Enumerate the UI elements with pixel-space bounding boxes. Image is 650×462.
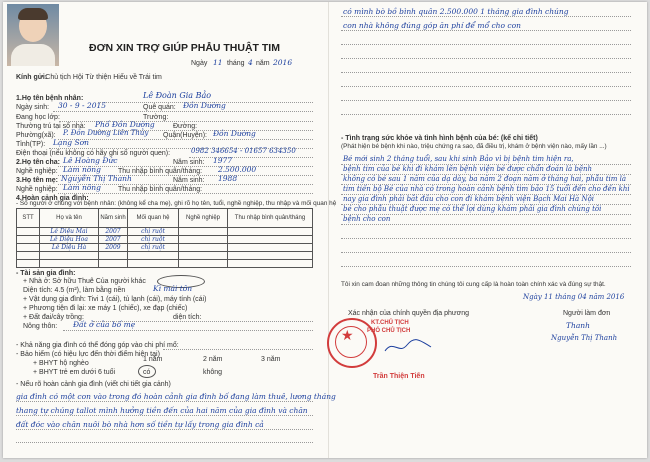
table-cell — [179, 244, 228, 252]
table-cell — [17, 236, 40, 244]
family-note: - Số người ở chung với bệnh nhân: (không kể cha mẹ), ghi rõ họ tên, tuổi, nghề nghiệp, thu nhập và mối quan hệ — [16, 200, 337, 207]
table-cell: Lê Diệu Hà — [40, 244, 99, 252]
bhyt-label: + BHYT hộ nghèo — [33, 360, 89, 367]
column-header: Năm sinh — [99, 209, 128, 228]
has-option: có — [143, 369, 151, 376]
column-header: Họ và tên — [40, 209, 99, 228]
school-name-label: Trường: — [143, 114, 169, 121]
table-cell — [99, 260, 128, 268]
table-cell — [179, 260, 228, 268]
father-section: 2.Họ tên cha: — [16, 159, 60, 166]
table-cell — [179, 228, 228, 236]
table-cell — [128, 252, 179, 260]
address-label: Thường trú tại số nhà: — [16, 123, 86, 130]
applicant-signature: Thanh — [566, 321, 590, 330]
table-cell: 2007 — [99, 228, 128, 236]
mother-section: 3.Họ tên mẹ: — [16, 177, 59, 184]
condition-line: không có bé sau 1 năm của dạ dày, ba năm 2 đoạn năm ở tháng hai, phẫu tim là — [343, 175, 627, 183]
story-line: gia đình có một con vào trong đó hoàn cảnh gia đình bố đang làm thuê, lương tháng — [16, 392, 336, 401]
table-cell: chị ruột — [128, 236, 179, 244]
father-job-label: Nghề nghiệp: — [16, 168, 58, 175]
table-cell: Lê Diệu Hoa — [40, 236, 99, 244]
mother-birth-label: Năm sinh: — [173, 177, 205, 184]
father-birth-label: Năm sinh: — [173, 159, 205, 166]
column-header: Nghề nghiệp — [179, 209, 228, 228]
table-cell: chị ruột — [128, 244, 179, 252]
table-cell — [179, 252, 228, 260]
table-row — [17, 236, 313, 244]
father-name: Lê Hoàng Đức — [63, 156, 118, 165]
table-cell — [40, 252, 99, 260]
table-cell — [17, 260, 40, 268]
assets-area-material: Kì mái tôn — [153, 284, 193, 293]
patient-section: 1.Họ tên bệnh nhân: — [16, 95, 84, 102]
father-income: 2.500.000 — [218, 165, 257, 174]
condition-line: bé cho phẫu thuật được mẹ có thể lợi dùng khám phải gia đình chúng tôi — [343, 205, 602, 213]
date-month-label: tháng — [227, 60, 245, 67]
table-cell — [179, 236, 228, 244]
condition-line: bệnh tim của bé khi đi khám lên bệnh viện bé được chẩn đoán là bệnh — [343, 165, 592, 173]
table-row — [17, 260, 313, 268]
assets-transport: + Phương tiện đi lại: xe máy 1 (chiếc), xe đạp (chiếc) — [23, 305, 188, 312]
table-cell — [128, 260, 179, 268]
support-note: - Khả năng gia đình có thể đóng góp vào chi phí mổ: — [16, 342, 179, 349]
district-label: Quận(Huyện): — [163, 132, 207, 139]
table-cell: 2009 — [99, 244, 128, 252]
recipient: - Chủ tịch Hội Từ thiện Hiếu về Trái tim — [41, 74, 162, 81]
two-years: 2 năm — [203, 356, 223, 363]
table-cell — [228, 236, 313, 244]
story-label: - Nếu rõ hoàn cảnh gia đình (viết chi tiết gia cảnh) — [16, 381, 171, 388]
condition-title: - Tình trạng sức khỏe và tình hình bệnh của bé: (kể chi tiết) — [341, 135, 538, 142]
story-line: đất đóc vào chăn nuôi bò nhà hơn số tiền tự lấy trong gia đình cả — [16, 420, 264, 429]
date-year-label: năm — [256, 60, 270, 67]
phone-label: Điện thoại (nếu không có hãy ghi số người quen): — [16, 150, 171, 157]
column-header: STT — [17, 209, 40, 228]
father-job: Làm nông — [63, 165, 101, 174]
continued-line: con nhà không đúng góp ăn phí để mổ cho con — [343, 21, 521, 30]
table-row — [17, 228, 313, 236]
applicant-name: Nguyễn Thị Thanh — [551, 334, 618, 342]
province-label: Tỉnh(TP): — [16, 141, 46, 148]
local-subtitle: PHÓ CHỦ TỊCH — [367, 328, 411, 334]
condition-line: nay gia đình phải bắt đầu cho con đi khám bệnh viện Bạch Mai Hà Nội — [343, 195, 595, 203]
one-year: 1 năm — [143, 356, 163, 363]
hometown-label: Quê quán: — [143, 104, 176, 111]
column-header: Thu nhập bình quân/tháng — [228, 209, 313, 228]
ward: P. Đồn Dường Liên Thủy — [63, 129, 149, 137]
father-income-label: Thu nhập bình quân/tháng: — [118, 168, 203, 175]
family-table — [16, 208, 313, 268]
mother-job-label: Nghề nghiệp: — [16, 186, 58, 193]
province: Lạng Sơn — [53, 138, 89, 147]
school-label: Đang học lớp: — [16, 114, 60, 121]
form-title: ĐƠN XIN TRỢ GIÚP PHẪU THUẬT TIM — [89, 42, 280, 54]
condition-line: bệnh cho con — [343, 215, 391, 223]
assets-area: Diện tích: 4.5 (m²), làm bằng nền — [23, 287, 126, 294]
assets-title: - Tài sản gia đình: — [16, 270, 76, 277]
table-header-row — [17, 209, 313, 228]
local-confirm-label: Xác nhận của chính quyền địa phương — [348, 310, 469, 317]
continued-line: có mình bò bồ bình quân 2.500.000 1 tháng gia đình chúng — [343, 7, 569, 16]
table-cell — [228, 252, 313, 260]
address: Phố Đồn Dường — [95, 120, 155, 129]
table-cell — [17, 252, 40, 260]
column-header: Mối quan hệ — [128, 209, 179, 228]
table-cell — [17, 244, 40, 252]
phone: 0982 346654 - 01657 634350 — [191, 147, 296, 155]
date-year: 2016 — [273, 58, 293, 67]
dob: 30 - 9 - 2015 — [58, 101, 107, 110]
assets-tools: + Vật dụng gia đình: Tivi 1 (cái), tủ lạnh (cái), máy tính (cái) — [23, 296, 207, 303]
table-cell: Lê Diệu Mai — [40, 228, 99, 236]
local-signer: Trần Thiện Tiến — [373, 373, 425, 380]
patient-photo — [7, 4, 59, 66]
table-cell: chị ruột — [128, 228, 179, 236]
table-cell — [228, 228, 313, 236]
none-option: không — [203, 369, 223, 376]
family-section: 4.Hoàn cảnh gia đình: — [16, 195, 89, 202]
page-fold — [328, 2, 329, 458]
ward-label: Phường(xã): — [16, 132, 56, 139]
recipient-label: Kính gửi: — [16, 74, 48, 81]
table-row — [17, 252, 313, 260]
story-line: thang tự chúng tallot mình hưởng tiền đến của hai năm của gia đình và chăn — [16, 406, 308, 415]
table-cell: 2007 — [99, 236, 128, 244]
commitment: Tôi xin cam đoan những thông tin chúng tôi cung cấp là hoàn toàn chính xác và đúng sự thật. — [341, 281, 606, 288]
date-month: 4 — [248, 58, 253, 67]
table-cell — [99, 252, 128, 260]
three-years: 3 năm — [261, 356, 281, 363]
district: Đồn Dường — [213, 129, 256, 138]
official-seal: ★ — [327, 318, 377, 368]
sign-date: Ngày 11 tháng 04 năm 2016 — [523, 293, 625, 301]
street-label: Đường: — [173, 123, 198, 130]
assets-land-area: diện tích: — [173, 314, 202, 321]
condition-note: (Phát hiện bé bệnh khi nào, triệu chứng ra sao, đã điều trị, khám ở bệnh viện nào, mấy lần ...) — [341, 143, 607, 150]
table-cell — [228, 260, 313, 268]
mother-birth: 1988 — [218, 174, 238, 183]
father-birth: 1977 — [213, 156, 233, 165]
assets-house: + Nhà ở: Sở hữu Thuê Của người khác — [23, 278, 146, 285]
dob-label: Ngày sinh: — [16, 104, 50, 111]
date-prefix: Ngày — [191, 60, 208, 67]
mother-job: Làm nông — [63, 183, 101, 192]
insurance-label: - Bảo hiểm (có hiệu lực đến thời điểm hiện tại) — [16, 351, 160, 358]
table-row — [17, 244, 313, 252]
mother-income-label: Thu nhập bình quân/tháng: — [118, 186, 203, 193]
table-cell — [40, 260, 99, 268]
assets-land: + Đất đai/cây trồng: — [23, 314, 84, 321]
applicant-label: Người làm đơn — [563, 310, 611, 317]
table-cell — [228, 244, 313, 252]
patient-name: Lê Đoàn Gia Bảo — [143, 91, 212, 100]
assets-other: Đất ở của bố mẹ — [73, 320, 136, 329]
bhyt-child-label: + BHYT trẻ em dưới 6 tuổi — [33, 369, 116, 376]
assets-other-label: Nông thôn: — [23, 323, 58, 330]
selected-option-circle — [138, 365, 156, 378]
hometown: Đồn Dường — [183, 101, 226, 110]
local-signature-icon — [383, 337, 433, 357]
table-cell — [17, 228, 40, 236]
local-title: KT.CHỦ TỊCH — [371, 320, 409, 326]
condition-line: tim tiến bộ Bé của nhà có trong hoàn cảnh bệnh tim bảo 15 tuổi đến cho đến khi — [343, 185, 630, 193]
application-form — [3, 2, 647, 458]
mother-name: Nguyễn Thị Thanh — [61, 174, 132, 183]
date-day: 11 — [213, 58, 223, 67]
condition-line: Bé mới sinh 2 tháng tuổi, sau khi sinh Bảo vì bị bệnh tim hiện ra, — [343, 155, 574, 163]
